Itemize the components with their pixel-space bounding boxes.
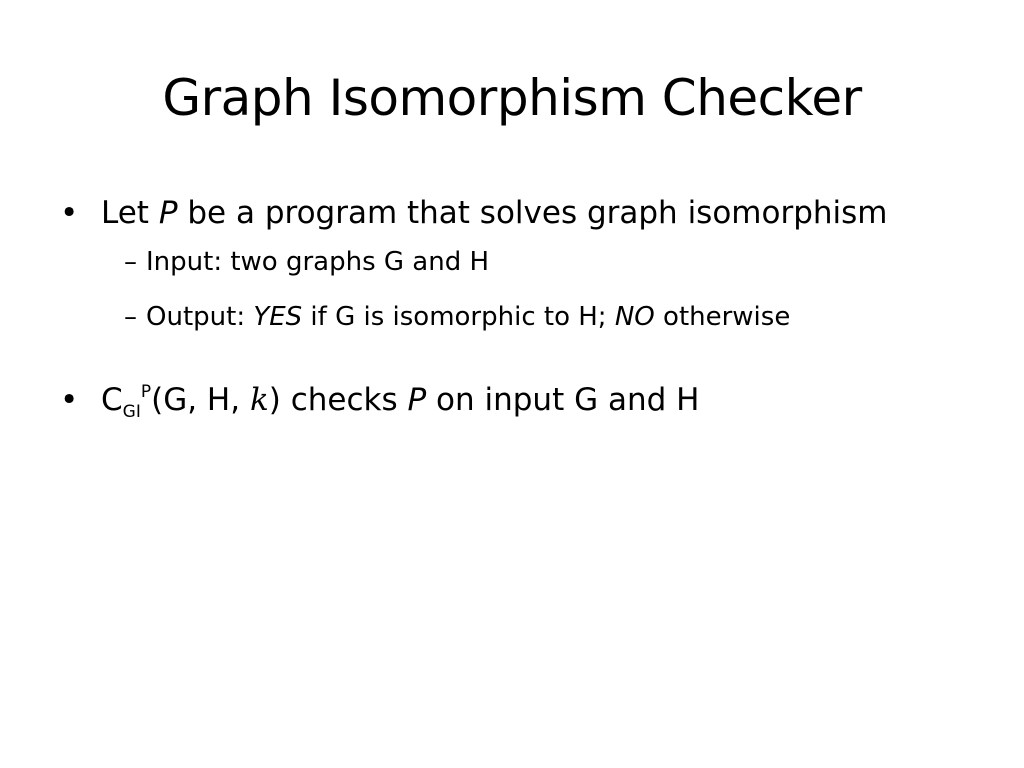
bullet-item-program bbox=[60, 192, 980, 235]
text-fragment: Let bbox=[101, 195, 159, 231]
bullet-marker: • bbox=[60, 382, 79, 418]
text-fragment: Output: bbox=[146, 302, 254, 332]
sub-bullet-text bbox=[146, 302, 790, 332]
bullet-text bbox=[101, 382, 700, 422]
yes-keyword: YES bbox=[253, 302, 303, 332]
text-fragment: on input G and H bbox=[426, 382, 700, 418]
text-fragment: (G, H, bbox=[151, 382, 250, 418]
checker-symbol: C bbox=[101, 382, 123, 418]
text-fragment: ) checks bbox=[268, 382, 408, 418]
text-fragment: if G is isomorphic to H; bbox=[302, 302, 615, 332]
sub-bullet-marker: – bbox=[124, 247, 137, 277]
k-variable: k bbox=[249, 382, 269, 418]
bullet-text bbox=[101, 195, 888, 231]
bullet-item-checker bbox=[60, 379, 980, 422]
sub-bullet-marker: – bbox=[124, 302, 137, 332]
bullet-marker: • bbox=[60, 195, 79, 231]
slide-title: Graph Isomorphism Checker bbox=[162, 69, 862, 127]
sub-bullet-output bbox=[60, 300, 980, 335]
program-variable: P bbox=[158, 195, 178, 231]
checker-subscript: GI bbox=[122, 402, 141, 422]
sub-bullet-input bbox=[60, 245, 980, 280]
program-variable: P bbox=[407, 382, 427, 418]
text-fragment: be a program that solves graph isomorphism bbox=[177, 195, 888, 231]
text-fragment: otherwise bbox=[654, 302, 791, 332]
no-keyword: NO bbox=[614, 302, 655, 332]
checker-superscript: P bbox=[140, 382, 152, 402]
slide-body bbox=[60, 192, 980, 422]
sub-bullet-text: Input: two graphs G and H bbox=[146, 247, 490, 277]
